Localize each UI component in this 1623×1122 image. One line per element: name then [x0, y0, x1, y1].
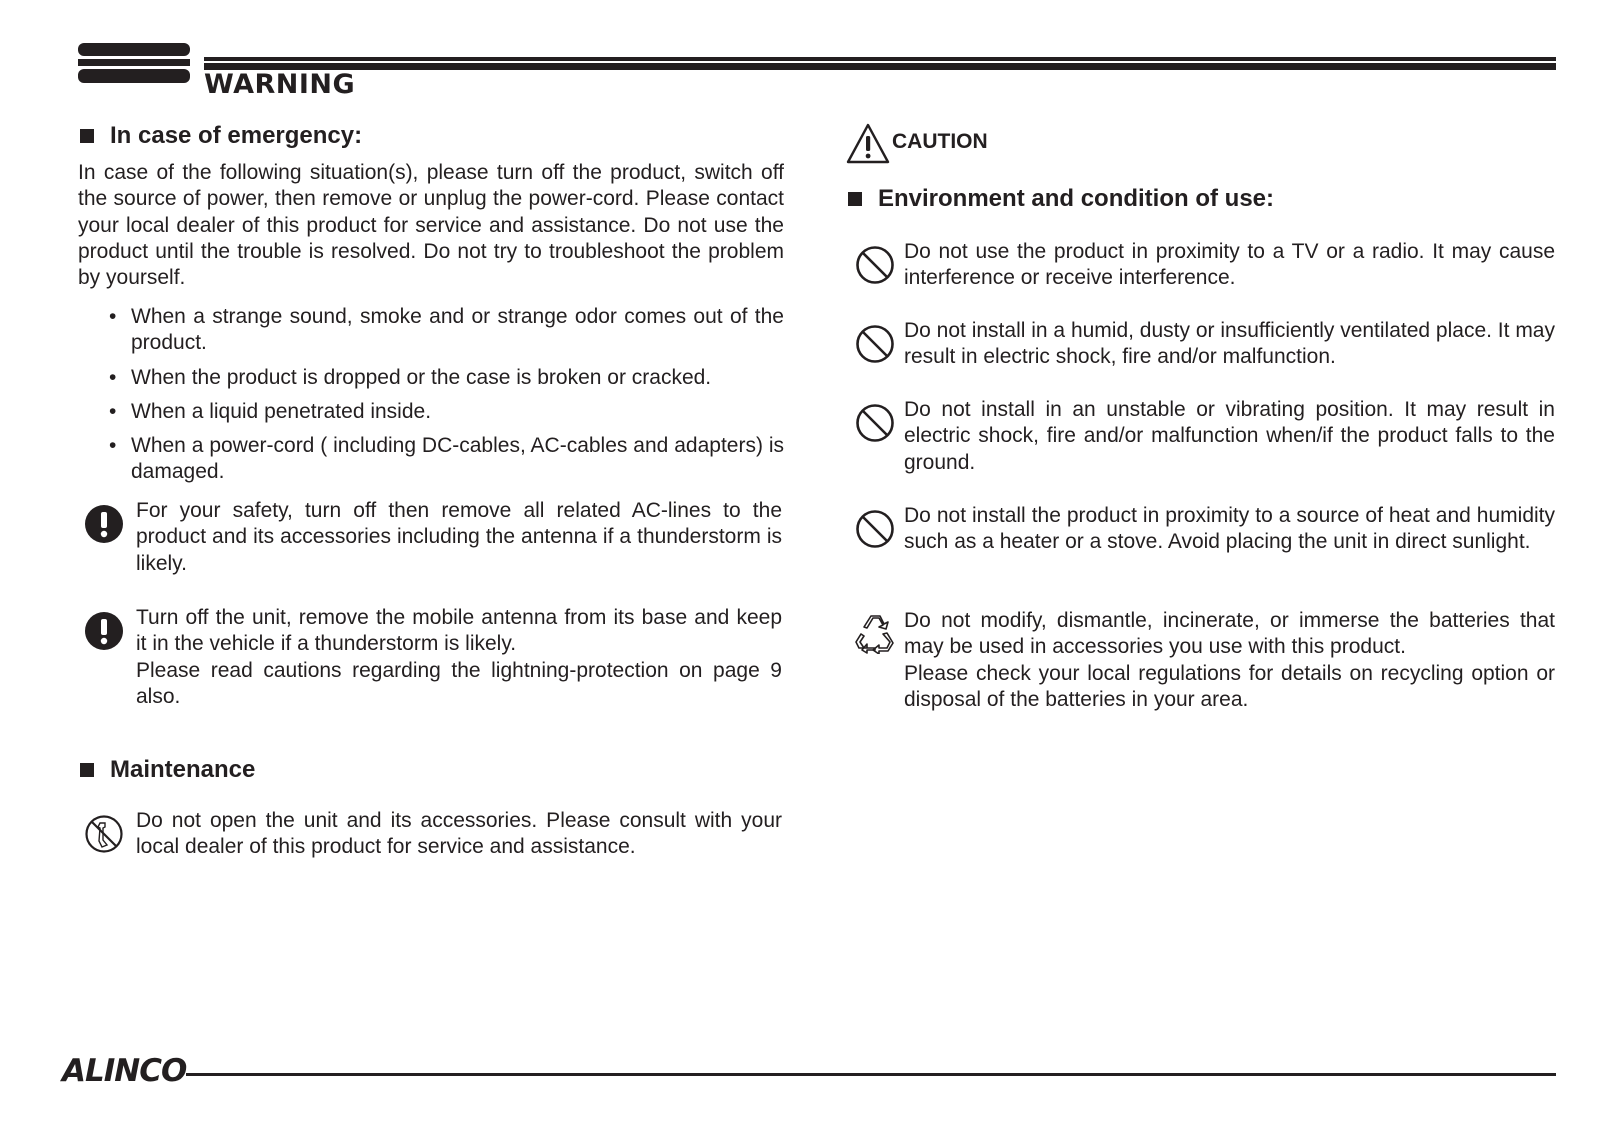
safety-note-text: For your safety, turn off then remove all related AC-lines to the product and its accessories including the antenna if a thunderstorm is likely.	[136, 499, 782, 575]
caution-item-text: Do not install in an unstable or vibrating position. It may result in electric shock, fire and/or malfunction when/if the product falls to the ground.	[904, 398, 1555, 474]
prohibited-icon	[855, 245, 895, 285]
environment-heading-text: Environment and condition of use:	[878, 185, 1274, 212]
footer-rule	[186, 1073, 1556, 1076]
maintenance-heading-text: Maintenance	[110, 756, 256, 783]
exclamation-icon	[84, 611, 124, 651]
square-bullet-icon	[80, 763, 94, 777]
bullet-dot: •	[109, 399, 117, 423]
maintenance-text: Do not open the unit and its accessories. Please consult with your local dealer of this product for service and assistance.	[136, 809, 782, 859]
header-rule-thick	[204, 63, 1556, 70]
bullet-dot: •	[109, 434, 117, 458]
list-item	[109, 365, 784, 391]
caution-item-tv-radio	[855, 240, 1555, 305]
list-item	[109, 399, 784, 425]
caution-item-humid	[855, 319, 1555, 384]
caution-label-text: CAUTION	[892, 130, 988, 153]
caution-item-batteries	[853, 609, 1555, 724]
caution-item-unstable	[855, 398, 1555, 488]
bullet-text: When a power-cord ( including DC-cables, AC-cables and adapters) is damaged.	[131, 434, 784, 484]
exclamation-icon	[84, 504, 124, 544]
bullet-dot: •	[109, 305, 117, 328]
bullet-dot: •	[109, 365, 117, 389]
caution-label	[846, 122, 988, 164]
header-tab-graphic	[78, 43, 190, 83]
no-disassembly-icon	[84, 814, 124, 854]
square-bullet-icon	[80, 129, 94, 143]
bullet-text: When the product is dropped or the case is broken or cracked.	[131, 365, 712, 389]
battery-text	[904, 608, 1555, 713]
maintenance-note	[84, 809, 784, 874]
list-item	[109, 304, 784, 357]
emergency-heading-text: In case of emergency:	[110, 122, 363, 149]
safety-note-thunderstorm	[84, 499, 784, 594]
environment-heading	[848, 185, 1274, 213]
emergency-bullet-list	[109, 304, 784, 494]
header-rule-thin	[204, 57, 1556, 61]
safety-note-text	[136, 605, 782, 710]
prohibited-icon	[855, 324, 895, 364]
list-item	[109, 433, 784, 486]
page-title: WARNING	[204, 69, 356, 100]
emergency-heading	[80, 122, 362, 150]
prohibited-icon	[855, 509, 895, 549]
warning-triangle-icon	[846, 122, 890, 164]
bullet-text: When a liquid penetrated inside.	[131, 399, 432, 423]
battery-warning-line: Do not modify, dismantle, incinerate, or immerse the batteries that may be used in accessories you use with this product.	[904, 609, 1555, 659]
antenna-note-line: Turn off the unit, remove the mobile antenna from its base and keep it in the vehicle if a thunderstorm is likely.	[136, 606, 782, 656]
safety-note-antenna	[84, 606, 784, 721]
maintenance-heading	[80, 756, 255, 784]
caution-item-text: Do not install the product in proximity to a source of heat and humidity such as a heater or a stove. Avoid placing the unit in direct sunlight.	[904, 504, 1555, 554]
square-bullet-icon	[848, 192, 862, 206]
lightning-reference-line: Please read cautions regarding the lightning-protection on page 9 also.	[136, 658, 782, 708]
caution-item-heat	[855, 504, 1555, 594]
caution-item-text: Do not use the product in proximity to a TV or a radio. It may cause interference or receive interference.	[904, 240, 1555, 290]
battery-recycling-line: Please check your local regulations for details on recycling option or disposal of the batteries in your area.	[904, 661, 1555, 711]
caution-item-text: Do not install in a humid, dusty or insufficiently ventilated place. It may result in electric shock, fire and/or malfunction.	[904, 319, 1555, 369]
recycle-icon	[853, 614, 895, 654]
bullet-text: When a strange sound, smoke and or strange odor comes out of the product.	[131, 305, 784, 355]
brand-logo: ALINCO	[62, 1053, 187, 1089]
emergency-intro: In case of the following situation(s), please turn off the product, switch off the source of power, then remove or unplug the power-cord. Please contact your local dealer of this product for service and assistance. Do not use the product until the trouble is resolved. Do not try to troubleshoot the problem by yourself.	[78, 161, 784, 290]
prohibited-icon	[855, 403, 895, 443]
